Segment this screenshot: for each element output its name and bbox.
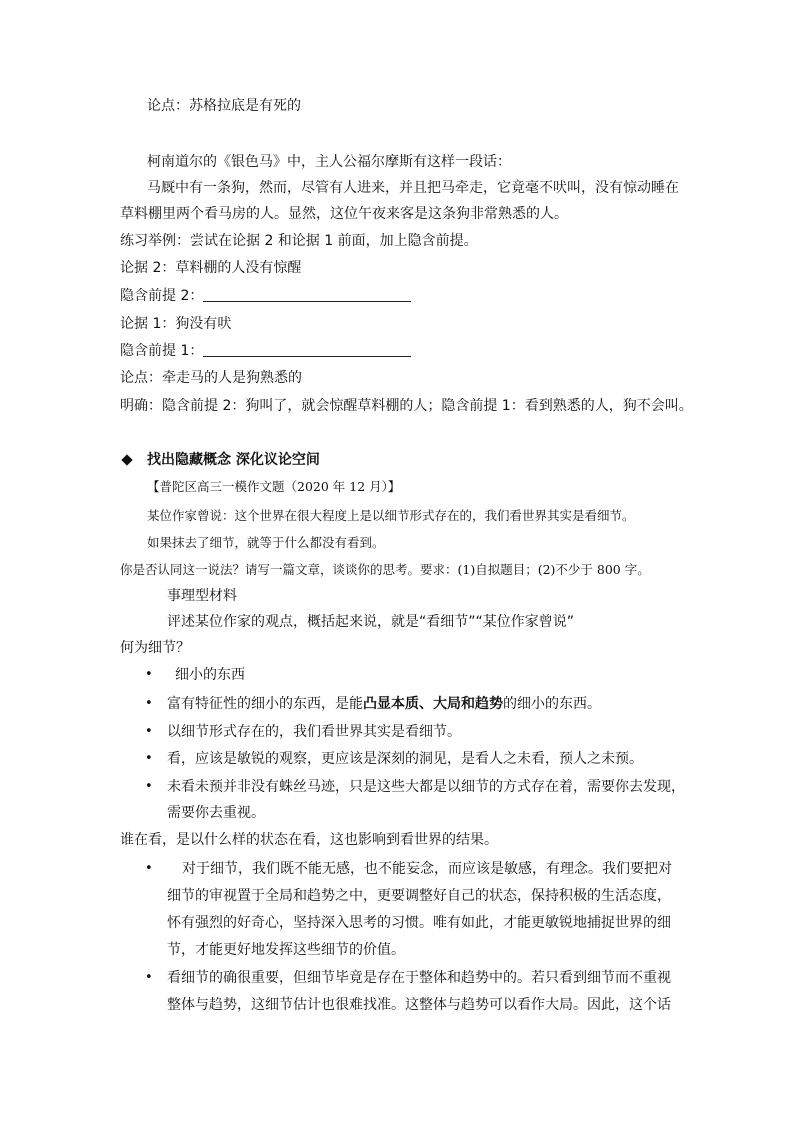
material-type-line: 事理型材料 (167, 588, 237, 604)
prompt-line-3: 你是否认同这一说法？请写一篇文章，谈谈你的思考。要求：(1)自拟题目；(2)不少于 800 字。 (120, 562, 650, 577)
bullet-icon: • (145, 724, 153, 739)
bullet-icon: • (145, 751, 153, 766)
premise-2-label: 隐含前提 2： (120, 288, 204, 304)
question-line: 何为细节？ (120, 640, 190, 656)
intro-line: 柯南道尔的《银色马》中，主人公福尔摩斯有这样一段话： (147, 154, 511, 170)
bullet-icon: • (145, 861, 153, 876)
list-item-3: 以细节形式存在的，我们看世界其实是看细节。 (167, 724, 461, 740)
exam-title: 【普陀区高三一模作文题（2020 年 12 月）】 (147, 479, 401, 494)
section-heading: 找出隐藏概念 深化议论空间 (147, 452, 320, 468)
premise-2-line (120, 286, 411, 306)
quote-line-2: 草料棚里两个看马房的人。显然，这位午夜来客是这条狗非常熟悉的人。 (120, 206, 568, 222)
bullet-icon: • (145, 696, 153, 711)
bullet-icon: • (145, 667, 153, 682)
argument-line: 论点：苏格拉底是有死的 (147, 98, 301, 114)
premise-1-label: 隐含前提 1： (120, 343, 204, 359)
conclusion-line: 论点：牵走马的人是狗熟悉的 (120, 370, 302, 386)
list-item-2-emphasis: 凸显本质、大局和趋势 (363, 696, 503, 712)
evidence-1-line: 论据 1：狗没有吠 (120, 316, 232, 332)
quote-line-1: 马厩中有一条狗，然而，尽管有人进来，并且把马牵走，它竟毫不吠叫，没有惊动睡在 (147, 180, 679, 196)
list-item-6-line-2: 细节的审视置于全局和趋势之中，更要调整好自己的状态，保持积极的生活态度， (167, 888, 671, 904)
clarification-line: 明确：隐含前提 2：狗叫了，就会惊醒草料棚的人；隐含前提 1：看到熟悉的人，狗不会叫。 (120, 398, 693, 414)
list-item-6-line-3: 怀有强烈的好奇心，坚持深入思考的习惯。唯有如此，才能更敏锐地捕捉世界的细 (167, 915, 671, 931)
summary-line: 评述某位作家的观点，概括起来说，就是“看细节”“某位作家曾说” (167, 614, 575, 630)
list-item-7-line-2: 整体与趋势，这细节估计也很难找准。这整体与趋势可以看作大局。因此，这个话 (167, 997, 671, 1013)
list-item-6-line-1: 对于细节，我们既不能无感，也不能妄念，而应该是敏感，有理念。我们要把对 (182, 861, 672, 877)
evidence-2-line: 论据 2：草料棚的人没有惊醒 (120, 260, 302, 276)
list-item-2-text: 富有特征性的细小的东西，是能 (167, 696, 363, 712)
bullet-icon: • (145, 970, 153, 985)
list-item-2-tail: 的细小的东西。 (503, 696, 601, 712)
list-item-5-line-2: 需要你去重视。 (167, 805, 265, 821)
diamond-bullet-icon (121, 454, 132, 465)
exercise-line: 练习举例：尝试在论据 2 和论据 1 前面，加上隐含前提。 (120, 233, 478, 249)
list-item-1: 细小的东西 (175, 667, 245, 683)
bullet-icon: • (145, 779, 153, 794)
prompt-line-2: 如果抹去了细节，就等于什么都没有看到。 (147, 535, 385, 550)
list-item-4: 看，应该是敏锐的观察，更应该是深刻的洞见，是看人之未看，预人之未预。 (167, 751, 643, 767)
observer-line: 谁在看，是以什么样的状态在看，这也影响到看世界的结果。 (120, 832, 498, 848)
list-item-6-line-4: 节，才能更好地发挥这些细节的价值。 (167, 942, 405, 958)
list-item-5-line-1: 未看未预并非没有蛛丝马迹，只是这些大都是以细节的方式存在着，需要你去发现， (167, 779, 685, 795)
list-item-7-line-1: 看细节的确很重要，但细节毕竟是存在于整体和趋势中的。若只看到细节而不重视 (167, 970, 671, 986)
premise-2-blank (203, 287, 411, 302)
premise-1-blank (203, 342, 411, 357)
list-item-2 (167, 694, 601, 714)
premise-1-line (120, 341, 411, 361)
prompt-line-1: 某位作家曾说：这个世界在很大程度上是以细节形式存在的，我们看世界其实是看细节。 (147, 508, 635, 523)
